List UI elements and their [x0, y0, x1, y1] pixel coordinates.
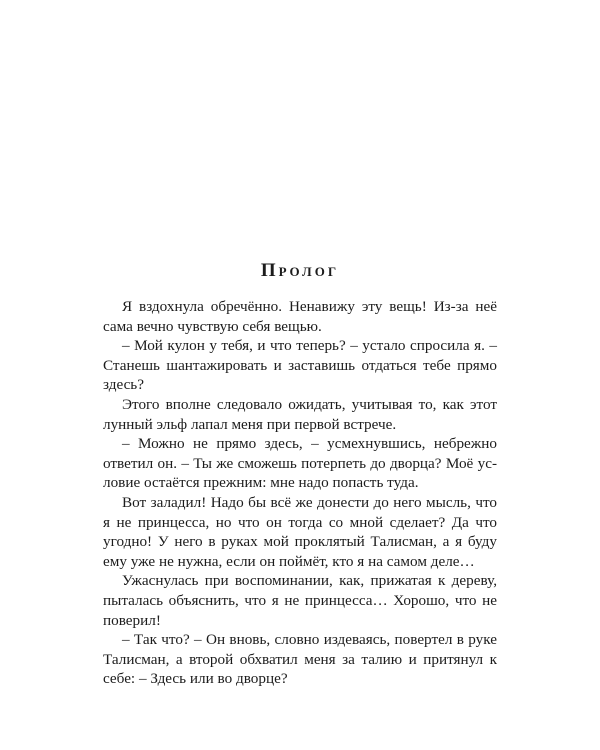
paragraph-1: Я вздохнула обречённо. Ненавижу эту вещь! Из-за неё сама вечно чувствую себя вещью. [103, 298, 497, 335]
paragraph-5: Вот заладил! Надо бы всё же донести до него мысль, что я не принцесса, но что он тогда со мной сделает? Да что угодно! У него в руках мой проклятый Талисман, а я буду ему уже не нужна, если он поймёт, кто я на самом деле… [103, 493, 497, 570]
paragraph-7: – Так что? – Он вновь, словно издеваясь, повертел в руке Талисман, а второй обхватил меня за талию и притянул к себе: – Здесь или во дворце? [103, 631, 497, 688]
paragraph-4: – Можно не прямо здесь, – усмехнувшись, небрежно ответил он. – Ты же сможешь потерпеть до дворца? Моё условие остаётся прежним: мне надо попасть туда. [103, 435, 497, 492]
paragraph-3: Этого вполне следовало ожидать, учитывая то, как этот лунный эльф лапал меня при первой встрече. [103, 395, 497, 433]
body-text [103, 297, 497, 689]
paragraph-6: Ужаснулась при воспоминании, как, прижатая к дереву, пыталась объяснить, что я не принцесса… Хорошо, что не поверил! [103, 572, 497, 629]
chapter-title: Пролог [260, 260, 340, 281]
paragraph-2: – Мой кулон у тебя, и что теперь? – устало спросила я. – Станешь шантажировать и заставишь отдаться тебе прямо здесь? [103, 337, 497, 394]
